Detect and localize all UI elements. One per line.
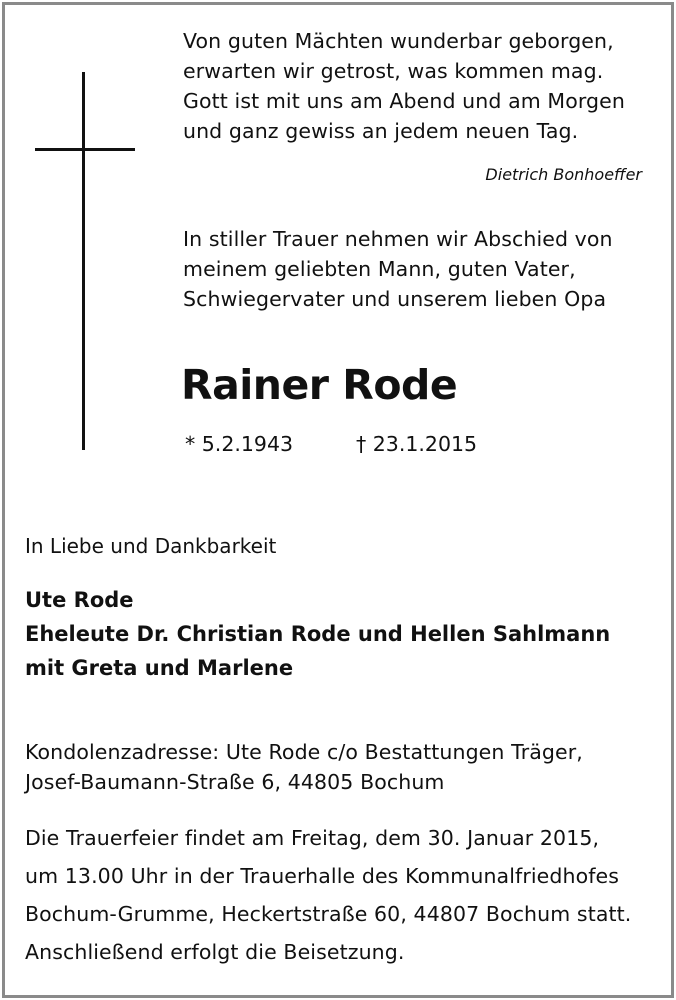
birth-date: * 5.2.1943 bbox=[185, 432, 294, 456]
intro-line: In stiller Trauer nehmen wir Abschied von bbox=[183, 227, 613, 251]
poem bbox=[183, 26, 625, 146]
family-line: Eheleute Dr. Christian Rode und Hellen Sahlmann bbox=[25, 622, 611, 646]
poem-line: Von guten Mächten wunderbar geborgen, bbox=[183, 29, 614, 53]
service-line: um 13.00 Uhr in der Trauerhalle des Kommunalfriedhofes bbox=[25, 864, 620, 888]
death-date: † 23.1.2015 bbox=[356, 432, 478, 456]
family-signatures bbox=[25, 583, 610, 685]
funeral-service-info bbox=[25, 819, 631, 971]
poem-author: Dietrich Bonhoeffer bbox=[485, 165, 642, 184]
address-line: Josef-Baumann-Straße 6, 44805 Bochum bbox=[25, 770, 445, 794]
poem-line: erwarten wir getrost, was kommen mag. bbox=[183, 59, 604, 83]
intro-line: meinem geliebten Mann, guten Vater, bbox=[183, 257, 576, 281]
poem-line: Gott ist mit uns am Abend und am Morgen bbox=[183, 89, 625, 113]
poem-line: und ganz gewiss an jedem neuen Tag. bbox=[183, 119, 579, 143]
intro-text bbox=[183, 224, 613, 314]
service-line: Anschließend erfolgt die Beisetzung. bbox=[25, 940, 405, 964]
service-line: Die Trauerfeier findet am Freitag, dem 30. Januar 2015, bbox=[25, 826, 600, 850]
family-line: mit Greta und Marlene bbox=[25, 656, 294, 680]
service-line: Bochum-Grumme, Heckertstraße 60, 44807 Bochum statt. bbox=[25, 902, 632, 926]
thanks-line: In Liebe und Dankbarkeit bbox=[25, 534, 277, 558]
cross-icon bbox=[82, 72, 85, 450]
address-line: Kondolenzadresse: Ute Rode c/o Bestattungen Träger, bbox=[25, 740, 583, 764]
deceased-name: Rainer Rode bbox=[181, 361, 458, 409]
cross-icon-bar bbox=[35, 148, 135, 151]
family-line: Ute Rode bbox=[25, 588, 134, 612]
condolence-address bbox=[25, 737, 583, 797]
intro-line: Schwiegervater und unserem lieben Opa bbox=[183, 287, 607, 311]
